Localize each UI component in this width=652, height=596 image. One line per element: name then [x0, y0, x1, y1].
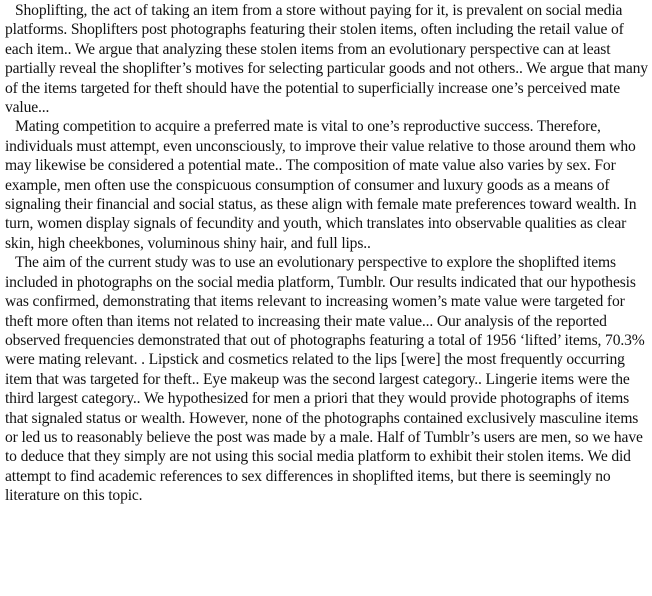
- paragraph-mating-competition: Mating competition to acquire a preferred mate is vital to one’s reproductive success. Therefore, individuals must attempt, even unconsciously, to improve their value relative to those around them who may likewise be considered a potential mate.. The composition of mate value also varies by sex. For example, men often use the conspicuous consumption of consumer and luxury goods as a means of signaling their financial and social status, as these align with female mate preferences toward wealth. In turn, women display signals of fecundity and youth, which translates into observable qualities as clear skin, high cheekbones, voluminous shiny hair, and full lips..: [5, 118, 637, 252]
- paragraph-study-results: The aim of the current study was to use an evolutionary perspective to explore the shoplifted items included in photographs on the social media platform, Tumblr. Our results indicated that our hypothesis was confirmed, demonstrating that items relevant to increasing women’s mate value were targeted for theft more often than items not related to increasing their mate value... Our analysis of the reported observed frequencies demonstrated that out of photographs featuring a total of 1956 ‘lifted’ items, 70.3% were mating relevant. . Lipstick and cosmetics related to the lips [were] the most frequently occurring item that was targeted for theft.. Eye makeup was the second largest category.. Lingerie items were the third largest category.. We hypothesized for men a priori that they would provide photographs of items that signaled status or wealth. However, none of the photographs contained exclusively masculine items or led us to reasonably believe the post was made by a male. Half of Tumblr’s users are men, so we have to deduce that they simply are not using this social media platform to exhibit their stolen items. We did attempt to find academic references to sex differences in shoplifted items, but there is seemingly no literature on this topic.: [5, 254, 645, 505]
- paragraph-intro: Shoplifting, the act of taking an item from a store without paying for it, is prevalent on social media platforms. Shoplifters post photographs featuring their stolen items, often including the retail value of each item.. We argue that analyzing these stolen items from an evolutionary perspective can at least partially reveal the shoplifter’s motives for selecting particular goods and not others.. We argue that many of the items targeted for theft should have the potential to superficially increase one’s perceived mate value...: [5, 2, 648, 117]
